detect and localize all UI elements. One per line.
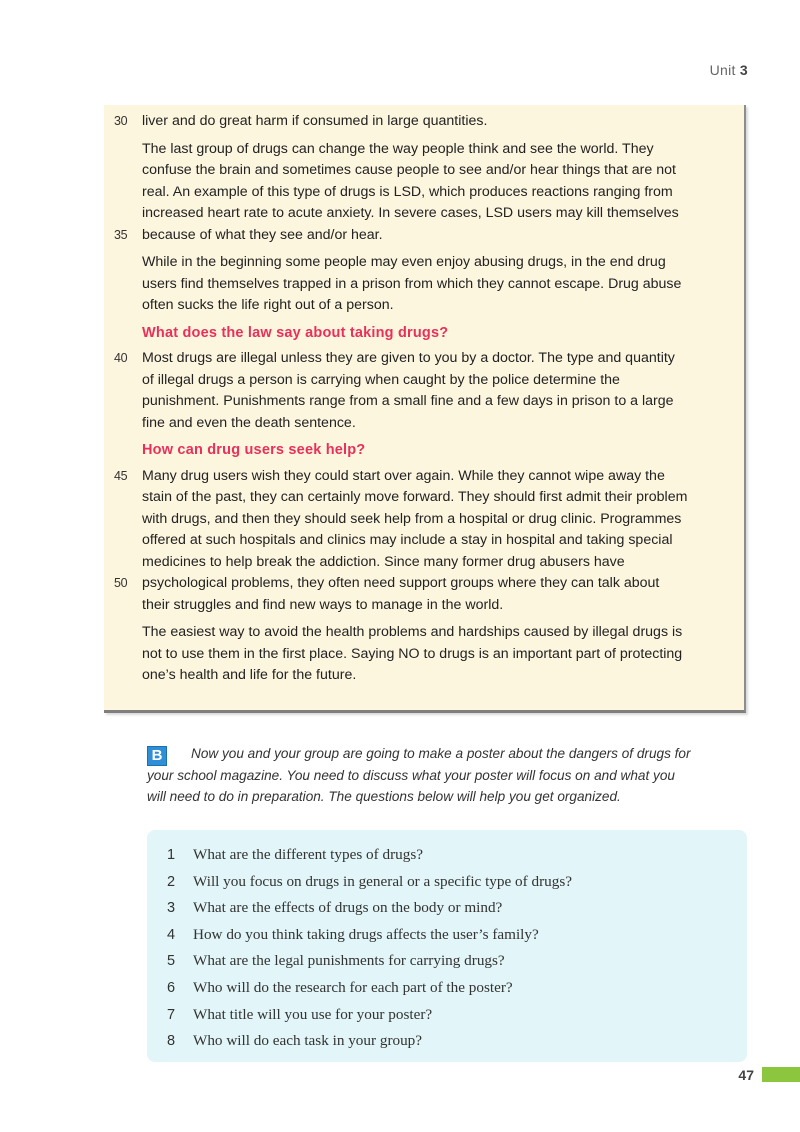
passage-line <box>142 622 722 644</box>
line-text: The last group of drugs can change the way people think and see the world. They <box>142 140 654 157</box>
question-text: What are the legal punishments for carrying drugs? <box>193 952 505 970</box>
question-number: 5 <box>167 953 176 970</box>
passage-line <box>114 225 722 247</box>
passage-line <box>142 413 722 435</box>
passage-line <box>114 573 722 595</box>
line-text: with drugs, and then they should seek help from a hospital or drug clinic. Programmes <box>142 510 682 527</box>
unit-number: 3 <box>739 62 748 78</box>
line-text: offered at such hospitals and clinics may include a stay in hospital and taking special <box>142 532 673 548</box>
passage-line <box>142 530 722 552</box>
passage-line <box>142 252 722 274</box>
passage-line <box>142 487 722 509</box>
passage-line <box>142 139 722 161</box>
passage-line <box>114 348 722 370</box>
line-text: real. An example of this type of drugs is LSD, which produces reactions ranging from <box>142 183 673 200</box>
page-number: 47 <box>738 1067 754 1083</box>
line-number: 45 <box>114 468 128 483</box>
question-item <box>167 948 572 975</box>
line-text: of illegal drugs a person is carrying when caught by the police determine the <box>142 371 620 388</box>
section-heading: What does the law say about taking drugs? <box>142 324 449 341</box>
passage-line <box>142 644 722 666</box>
line-text: their struggles and find new ways to manage in the world. <box>142 596 504 613</box>
passage-line <box>142 370 722 392</box>
line-text: users find themselves trapped in a prison from which they cannot escape. Drug abuse <box>142 275 682 292</box>
line-text: The easiest way to avoid the health problems and hardships caused by illegal drugs is <box>142 624 683 640</box>
task-b-line-2: your school magazine. You need to discuss what your poster will focus on and what you <box>147 768 675 783</box>
question-text: What are the different types of drugs? <box>193 846 423 863</box>
question-number: 8 <box>167 1033 176 1050</box>
question-item <box>167 895 572 922</box>
question-text: Who will do the research for each part of the poster? <box>193 978 513 996</box>
paragraph <box>114 466 722 617</box>
line-text: because of what they see and/or hear. <box>142 226 383 243</box>
task-b-instructions <box>147 744 747 807</box>
task-b-line-3: will need to do in preparation. The questions below will help you get organized. <box>147 788 621 804</box>
passage-line <box>114 466 722 488</box>
section-heading: How can drug users seek help? <box>142 442 366 458</box>
task-b-line-1 <box>147 744 747 766</box>
question-number: 1 <box>167 847 176 863</box>
paragraph <box>114 139 722 247</box>
question-item <box>167 1002 572 1029</box>
line-text: not to use them in the first place. Saying NO to drugs is an important part of protecting <box>142 645 683 662</box>
question-number: 2 <box>167 873 176 890</box>
passage-line <box>142 295 722 317</box>
reading-passage-box <box>104 105 746 713</box>
passage-line <box>142 203 722 225</box>
paragraph <box>114 111 722 133</box>
passage-line <box>142 182 722 204</box>
paragraph <box>142 622 722 687</box>
question-number: 3 <box>167 900 176 917</box>
line-text: stain of the past, they can certainly move forward. They should first admit their problem <box>142 489 688 505</box>
line-text: psychological problems, they often need support groups where they can talk about <box>142 575 660 591</box>
passage-line <box>142 665 722 687</box>
passage-line <box>142 274 722 296</box>
line-text: increased heart rate to acute anxiety. In severe cases, LSD users may kill themselves <box>142 205 679 221</box>
question-item <box>167 842 572 869</box>
passage-line <box>142 391 722 413</box>
questions-box <box>147 830 747 1062</box>
question-item <box>167 869 572 896</box>
passage-line <box>142 552 722 574</box>
line-text: While in the beginning some people may even enjoy abusing drugs, in the end drug <box>142 254 666 270</box>
line-text: medicines to help break the addiction. Since many former drug abusers have <box>142 553 625 570</box>
line-text: often sucks the life right out of a person. <box>142 297 394 313</box>
question-text: What title will you use for your poster? <box>193 1005 433 1023</box>
line-text: one’s health and life for the future. <box>142 667 357 683</box>
line-text: fine and even the death sentence. <box>142 414 356 431</box>
unit-label <box>710 62 748 78</box>
line-text: Many drug users wish they could start over again. While they cannot wipe away the <box>142 467 665 484</box>
line-number: 40 <box>114 351 128 365</box>
question-text: Who will do each task in your group? <box>193 1032 423 1050</box>
line-text: punishment. Punishments range from a small fine and a few days in prison to a large <box>142 393 674 409</box>
reading-passage <box>114 111 722 693</box>
instruction-text: Now you and your group are going to make a poster about the dangers of drugs for <box>191 746 691 761</box>
page-accent-bar <box>762 1067 800 1082</box>
question-number: 7 <box>167 1006 176 1023</box>
line-number: 30 <box>114 114 128 128</box>
question-number: 4 <box>167 926 176 943</box>
line-text: liver and do great harm if consumed in large quantities. <box>142 113 488 129</box>
paragraph <box>142 252 722 317</box>
passage-line <box>142 160 722 182</box>
question-item <box>167 1028 572 1055</box>
question-text: What are the effects of drugs on the body or mind? <box>193 899 503 917</box>
line-text: confuse the brain and sometimes cause people to see and/or hear things that are not <box>142 162 676 178</box>
passage-line <box>142 595 722 617</box>
question-item <box>167 922 572 949</box>
question-item <box>167 975 572 1002</box>
passage-line <box>114 111 722 133</box>
question-list <box>167 842 572 1055</box>
line-text: Most drugs are illegal unless they are given to you by a doctor. The type and quantity <box>142 350 675 366</box>
task-b-badge: B <box>147 746 167 766</box>
question-text: How do you think taking drugs affects the user’s family? <box>193 925 539 943</box>
line-number: 35 <box>114 227 128 242</box>
question-text: Will you focus on drugs in general or a specific type of drugs? <box>193 872 572 890</box>
line-number: 50 <box>114 576 128 590</box>
paragraph <box>114 348 722 434</box>
passage-line <box>142 509 722 531</box>
question-number: 6 <box>167 979 176 996</box>
unit-word: Unit <box>709 62 736 78</box>
